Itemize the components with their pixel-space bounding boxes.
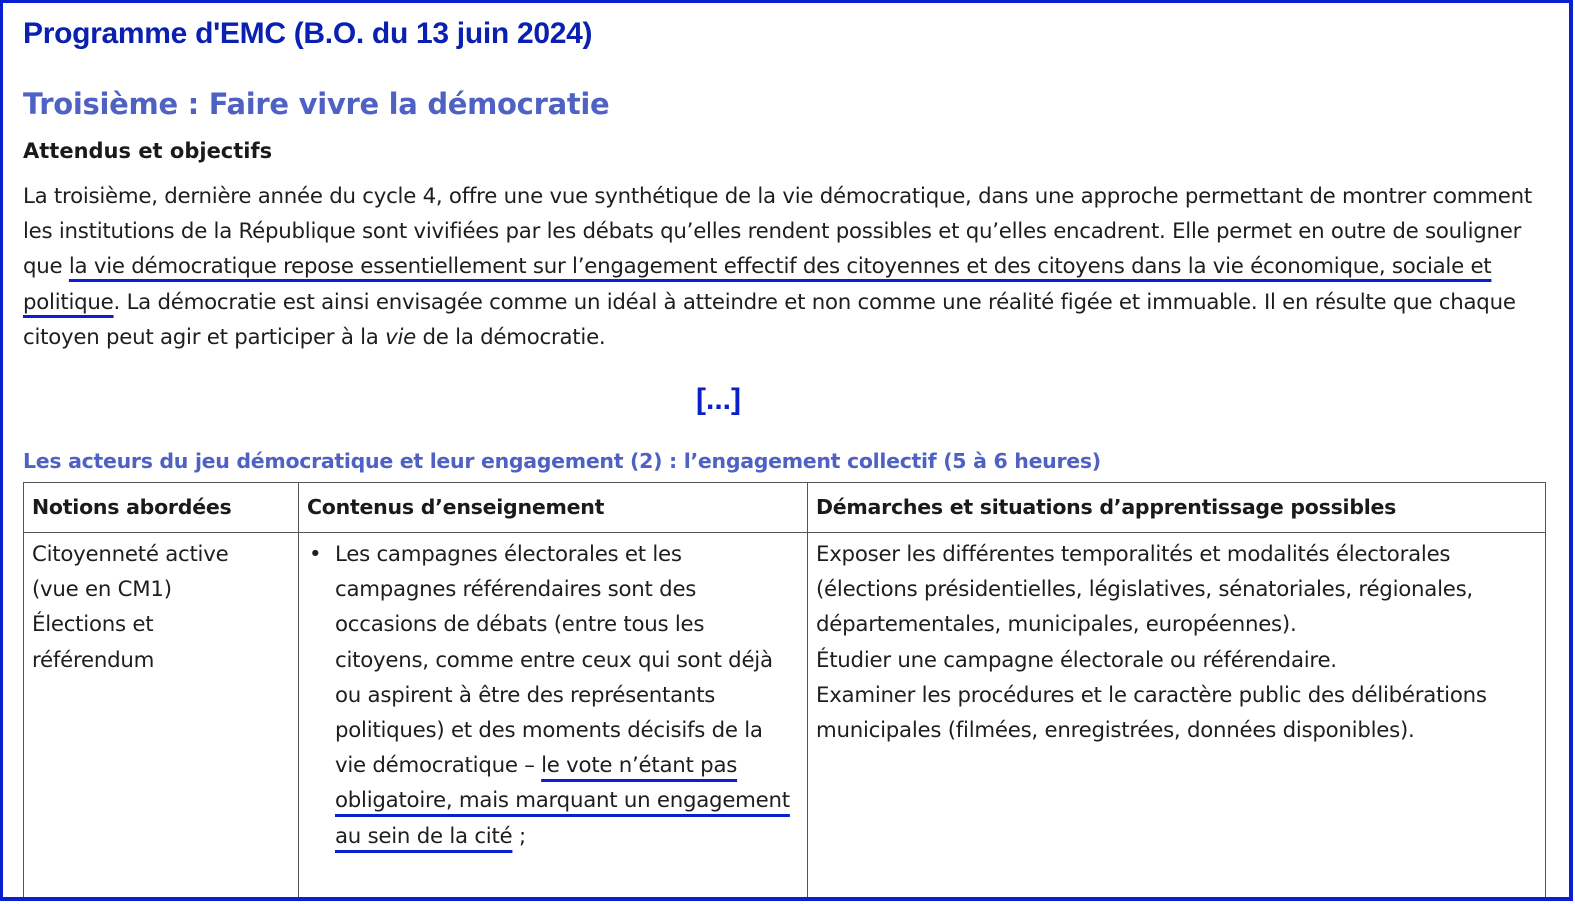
document-content bbox=[23, 3, 1569, 897]
paragraph-text: . La démocratie est ainsi envisagée comme un idéal à atteindre et non comme une réalité figée et immuable. Il en résulte que chaque citoyen peut agir et participer à la bbox=[23, 289, 1516, 350]
demarche-item: Étudier une campagne électorale ou référendaire. bbox=[816, 647, 1337, 673]
italic-word: vie bbox=[385, 324, 416, 350]
column-header-demarches: Démarches et situations d’apprentissage possibles bbox=[808, 483, 1546, 533]
program-table bbox=[23, 482, 1546, 901]
table-title: Les acteurs du jeu démocratique et leur engagement (2) : l’engagement collectif (5 à 6 heures) bbox=[23, 449, 1101, 473]
omission-marker: [...] bbox=[696, 383, 741, 416]
column-header-notions: Notions abordées bbox=[24, 483, 299, 533]
cell-notions bbox=[24, 533, 299, 902]
underlined-highlight: le vote n’étant pas obligatoire, mais marquant un engagement au sein de la cité bbox=[335, 753, 790, 849]
content-text-end: ; bbox=[512, 823, 526, 849]
content-text: Les campagnes électorales et les campagnes référendaires sont des occasions de débats (entre tous les citoyens, comme entre ceux qui sont déjà ou aspirent à être des représentants politiques) et des moments décisifs de la vie démocratique – bbox=[335, 542, 773, 779]
bullet-item bbox=[307, 537, 799, 854]
paragraph-text: La troisième, dernière année du cycle 4, offre une vue synthétique de la vie démocratique, dans une approche permettant de montrer comment les institutions de la République sont vivifiées par les débats qu’elles rendent possibles et qu’elles encadrent. Elle permet en outre de souligner que bbox=[23, 184, 1532, 280]
page-title: Programme d'EMC (B.O. du 13 juin 2024) bbox=[23, 17, 593, 50]
objectives-paragraph bbox=[23, 179, 1558, 355]
bullet-text bbox=[335, 537, 799, 854]
section-heading: Attendus et objectifs bbox=[23, 139, 273, 163]
notion-line: Citoyenneté active bbox=[32, 542, 229, 567]
table-row bbox=[24, 533, 1546, 902]
table-header-row bbox=[24, 483, 1546, 533]
level-heading: Troisième : Faire vivre la démocratie bbox=[23, 87, 610, 121]
notion-line: (vue en CM1) bbox=[32, 577, 172, 603]
cell-contenus bbox=[299, 533, 808, 902]
underlined-highlight: la vie démocratique repose essentiellement sur l’engagement effectif des citoyennes et des citoyens dans la vie économique, sociale et politique bbox=[23, 254, 1492, 315]
column-header-contenus: Contenus d’enseignement bbox=[299, 483, 808, 533]
notion-line: Élections et bbox=[32, 612, 154, 638]
cell-demarches bbox=[808, 533, 1546, 902]
demarche-item: Examiner les procédures et le caractère public des délibérations municipales (filmées, enregistrées, données disponibles). bbox=[816, 682, 1487, 744]
notion-line: référendum bbox=[32, 647, 155, 673]
demarche-item: Exposer les différentes temporalités et modalités électorales (élections présidentielles, législatives, sénatoriales, régionales, départementales, municipales, européennes). bbox=[816, 542, 1473, 638]
paragraph-text: de la démocratie. bbox=[416, 324, 606, 350]
bullet-icon: • bbox=[309, 542, 322, 567]
